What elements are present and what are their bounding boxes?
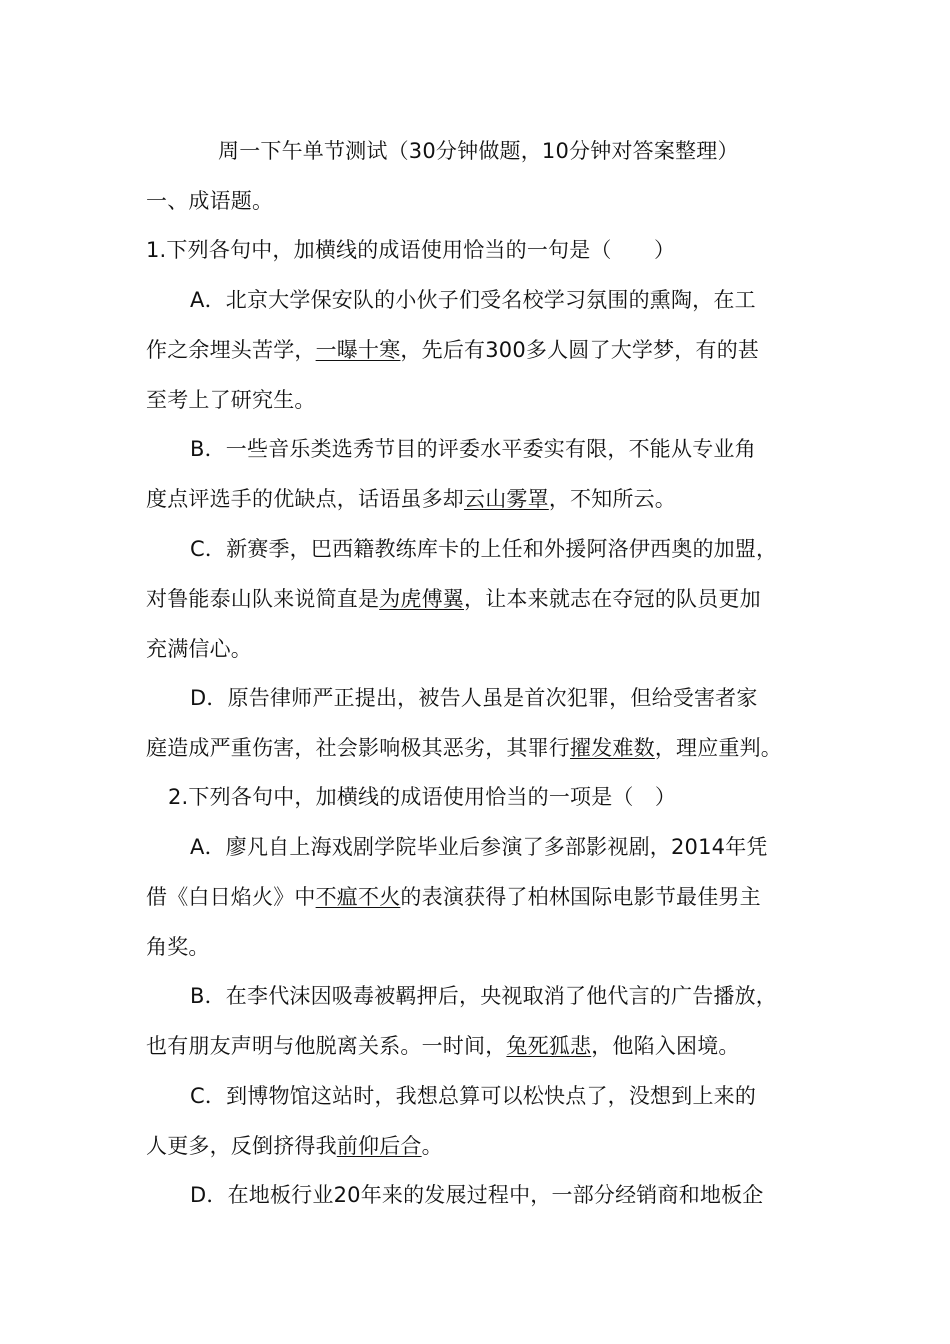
section-heading: 一、成语题。 [146, 189, 274, 213]
q1-option-b-line-1: B．一些音乐类选秀节目的评委水平委实有限，不能从专业角 [190, 437, 756, 461]
q2-option-c-line-1: C．到博物馆这站时，我想总算可以松快点了，没想到上来的 [190, 1084, 757, 1108]
q2-option-b-line-1: B．在李代沫因吸毒被羁押后，央视取消了他代言的广告播放， [190, 984, 778, 1008]
underlined-idiom: 为虎傅翼 [379, 587, 465, 611]
q1-option-a-line-2 [146, 337, 759, 363]
plain-text: ，他陷入困境。 [591, 1034, 740, 1058]
plain-text: 对鲁能泰山队来说简直是 [146, 587, 380, 611]
q1-option-d-line-2 [146, 735, 782, 761]
q2-option-a-line-2 [146, 884, 761, 910]
page-title: 周一下午单节测试（30分钟做题，10分钟对答案整理） [218, 139, 739, 163]
q1-option-c-line-3: 充满信心。 [146, 637, 252, 661]
question-2-stem: 2.下列各句中，加横线的成语使用恰当的一项是（ ） [168, 785, 677, 809]
underlined-idiom: 擢发难数 [570, 736, 655, 760]
q1-option-c-line-1: C．新赛季，巴西籍教练库卡的上任和外援阿洛伊西奥的加盟， [190, 537, 778, 561]
plain-text: 庭造成严重伤害，社会影响极其恶劣，其罪行 [146, 736, 570, 760]
plain-text: ，理应重判。 [654, 736, 783, 760]
plain-text: 人更多，反倒挤得我 [146, 1134, 337, 1158]
plain-text: 。 [421, 1134, 443, 1158]
q1-option-a-line-3: 至考上了研究生。 [146, 388, 316, 412]
q2-option-a-line-3: 角奖。 [146, 935, 210, 959]
plain-text: ，让本来就志在夺冠的队员更加 [464, 587, 761, 611]
underlined-idiom: 不瘟不火 [315, 885, 401, 909]
underlined-idiom: 一曝十寒 [315, 338, 401, 362]
plain-text: 借《白日焰火》中 [146, 885, 316, 909]
q1-option-d-line-1: D．原告律师严正提出，被告人虽是首次犯罪，但给受害者家 [190, 686, 758, 710]
underlined-idiom: 兔死狐悲 [506, 1034, 592, 1058]
q2-option-b-line-2 [146, 1033, 740, 1059]
underlined-idiom: 前仰后合 [336, 1134, 422, 1158]
question-1-stem: 1.下列各句中，加横线的成语使用恰当的一句是（ ） [146, 238, 676, 262]
q2-option-d-line-1: D．在地板行业20年来的发展过程中，一部分经销商和地板企 [190, 1183, 764, 1207]
plain-text: 度点评选手的优缺点，话语虽多却 [146, 487, 464, 511]
plain-text: 也有朋友声明与他脱离关系。一时间， [146, 1034, 507, 1058]
q2-option-a-line-1: A．廖凡自上海戏剧学院毕业后参演了多部影视剧，2014年凭 [190, 835, 768, 859]
q1-option-a-line-1: A．北京大学保安队的小伙子们受名校学习氛围的熏陶，在工 [190, 288, 756, 312]
plain-text: 的表演获得了柏林国际电影节最佳男主 [400, 885, 761, 909]
q1-option-b-line-2 [146, 486, 676, 512]
plain-text: ，先后有300多人圆了大学梦，有的甚 [400, 338, 760, 362]
q2-option-c-line-2 [146, 1133, 443, 1159]
underlined-idiom: 云山雾罩 [464, 487, 549, 511]
q1-option-c-line-2 [146, 586, 761, 612]
plain-text: ，不知所云。 [548, 487, 677, 511]
plain-text: 作之余埋头苦学， [146, 338, 316, 362]
